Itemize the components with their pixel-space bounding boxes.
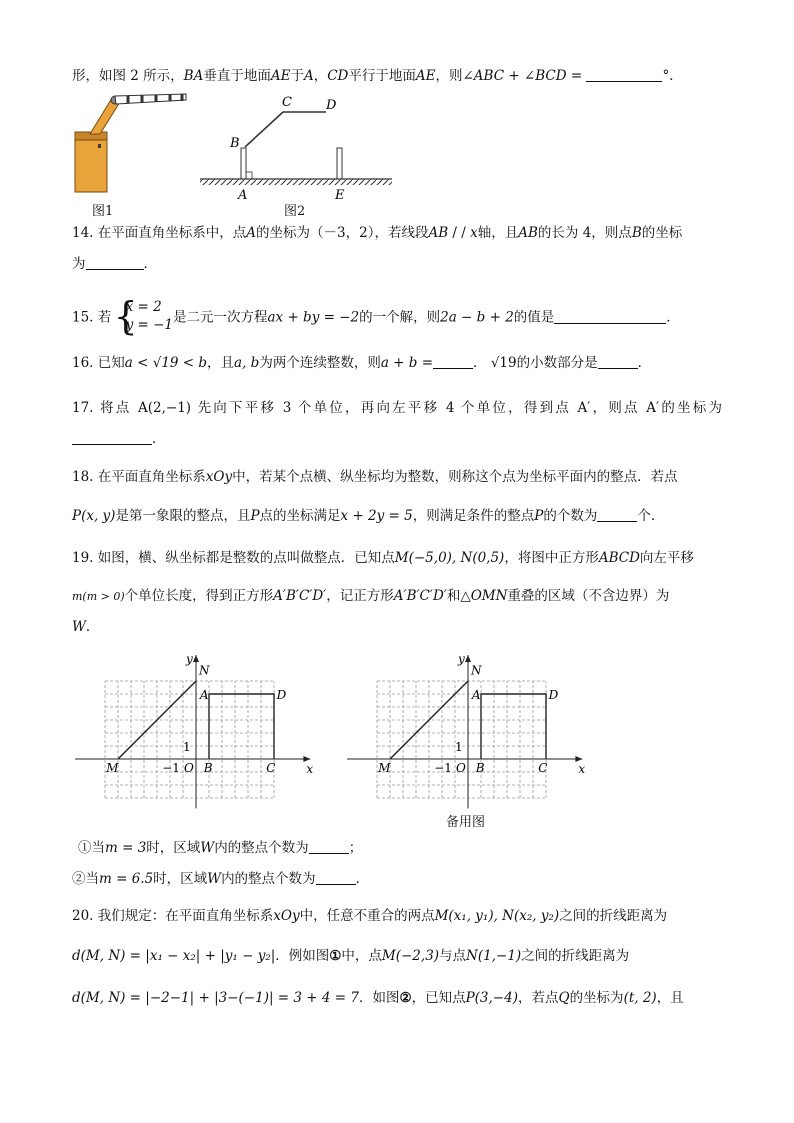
q20-qc: (t, 2) xyxy=(623,990,657,1006)
q20-text: ，若点 xyxy=(517,990,559,1006)
point-b-label: B xyxy=(203,761,213,775)
q20-example: d(M, N) = |−2−1| + |3−(−1)| = 3 + 4 = 7 xyxy=(72,990,359,1006)
q14-text: 的长为 4，则点 xyxy=(537,225,632,241)
fig2-diagram xyxy=(196,90,406,205)
q16-sqrt: √19 xyxy=(490,355,517,371)
q15-answer-blank[interactable] xyxy=(554,309,666,324)
q19-abcd-prime: A′B′C′D′ xyxy=(273,588,327,604)
q19-sub-text: ②当 xyxy=(72,871,99,887)
q19-sub-text: 内的整点个数为 xyxy=(214,840,309,856)
q19-sub-m: m = 6.5 xyxy=(99,871,154,887)
q14-text: 轴，且 xyxy=(477,225,519,241)
q13-comma: ， xyxy=(313,68,328,84)
q13-ae: AE xyxy=(270,68,291,84)
q20-text: 中，任意不重合的两点 xyxy=(299,908,435,924)
q15-expr: 2a − b + 2 xyxy=(440,309,514,326)
q16-answer-blank-2[interactable] xyxy=(598,354,638,369)
q16-text: 为两个连续整数，则 xyxy=(259,355,381,371)
q14-x: x xyxy=(470,225,478,241)
q17-line1 xyxy=(72,398,722,418)
q19-w: W xyxy=(72,619,86,635)
q20-xoy: xOy xyxy=(273,908,300,924)
q15-text: 是二元一次方程 xyxy=(173,309,268,326)
q19-text: 个单位长度，得到正方形 xyxy=(124,588,274,604)
q17-text: 将点 A(2,−1) 先向下平移 3 个单位，再向左平移 4 个单位，得到点 A′，则点 A′的坐标为 xyxy=(100,400,723,416)
barrier-gate-figure xyxy=(68,88,188,198)
point-d-label: D xyxy=(548,688,559,702)
q13-deg: °． xyxy=(662,68,683,84)
square-abcd xyxy=(209,694,274,759)
q20-text: 中，点 xyxy=(341,948,382,964)
q15-text: 的值是 xyxy=(513,309,555,326)
q19-text: 如图，横、纵坐标都是整数的点叫做整点．已知点 xyxy=(97,550,395,566)
q20-formula: d(M, N) = |x₁ − x₂| + |y₁ − y₂| xyxy=(72,948,276,964)
q19-abcd-prime: A′B′C′D′ xyxy=(393,588,447,604)
q20-text: 之间的折线距离为 xyxy=(521,948,630,964)
q19-graph-main xyxy=(72,642,322,812)
point-a-label: A xyxy=(471,688,481,702)
q20-text: ．例如图 xyxy=(275,948,330,964)
q20-text: ．如图 xyxy=(358,990,400,1006)
q14-number: 14. xyxy=(72,225,94,241)
q19-text: ，记正方形 xyxy=(326,588,394,604)
q13-plus: + ∠ xyxy=(504,68,536,84)
q20-text: 的坐标为 xyxy=(569,990,624,1006)
q14-line1 xyxy=(72,223,682,243)
point-b-label: B xyxy=(475,761,485,775)
q15-eq2: y = −1 xyxy=(125,317,173,333)
q19-sub1 xyxy=(78,838,362,858)
q17-answer-blank[interactable] xyxy=(72,430,152,445)
post-ba xyxy=(241,148,246,179)
barrier-box xyxy=(75,132,107,192)
q18-number: 18. xyxy=(72,469,94,485)
q18-text: 中，若某个点横、纵坐标均为整数，则称这个点为坐标平面内的整点．若点 xyxy=(232,469,678,485)
q15-text: ． xyxy=(666,309,680,326)
barrier-lock xyxy=(98,144,101,148)
point-b-label: B xyxy=(230,136,240,151)
q14-line2 xyxy=(72,254,157,274)
origin-label: O xyxy=(184,761,194,775)
q19-text: 重叠的区域（不含边界）为 xyxy=(507,588,670,604)
q16-line xyxy=(72,353,651,373)
q19-sub-text: ． xyxy=(355,871,370,887)
q20-fig2-ref: ② xyxy=(399,990,412,1006)
q15-text: 若 xyxy=(97,309,112,326)
q19-sub-text: ①当 xyxy=(78,840,105,856)
q19-text: ，将图中正方形 xyxy=(504,550,599,566)
q13-ae2: AE xyxy=(415,68,436,84)
q15-number: 15. xyxy=(72,309,94,326)
q20-points: M(x₁, y₁), N(x₂, y₂) xyxy=(434,908,560,924)
q13-at: 于 xyxy=(290,68,304,84)
q18-text: 点的坐标满足 xyxy=(259,508,341,524)
q20-n: N(1,−1) xyxy=(466,948,522,964)
point-m-label: M xyxy=(378,761,391,775)
point-a-label: A xyxy=(238,188,248,203)
q20-text: ，已知点 xyxy=(411,990,466,1006)
q20-m: M(−2,3) xyxy=(381,948,440,964)
tick-1-label: 1 xyxy=(183,740,191,754)
q16-ineq: a < √19 < b xyxy=(124,355,208,371)
q19-sub-text: 内的整点个数为 xyxy=(221,871,316,887)
q14-b: B xyxy=(631,225,642,241)
q17-text: ． xyxy=(152,431,166,447)
tick-neg1-label: −1 xyxy=(162,761,180,775)
q16-text: ． xyxy=(637,355,652,371)
q15-line xyxy=(72,300,680,336)
tick-1-label: 1 xyxy=(455,740,463,754)
q14-text: ． xyxy=(143,256,157,272)
q19-abcd: ABCD xyxy=(598,550,640,566)
q19-text: 和 xyxy=(446,588,461,604)
q19-graph-backup xyxy=(344,642,594,812)
q19-sub2-answer-blank[interactable] xyxy=(316,870,356,885)
q19-sub-w: W xyxy=(207,871,222,887)
q15-equation: ax + by = −2 xyxy=(267,309,360,326)
q19-line1 xyxy=(72,548,694,568)
q18-text: ，则满足条件的整点 xyxy=(412,508,535,524)
q16-number: 16. xyxy=(72,355,94,371)
q13-cd: CD xyxy=(327,68,349,84)
q13-parallel: 平行于地面 xyxy=(348,68,416,84)
q19-sub-text: ； xyxy=(348,840,363,856)
q20-line3 xyxy=(72,988,684,1008)
q14-ab: AB xyxy=(518,225,538,241)
q20-q: Q xyxy=(558,990,570,1006)
point-m-label: M xyxy=(106,761,119,775)
q19-line3 xyxy=(72,617,99,637)
square-abcd xyxy=(481,694,546,759)
q13-a: A xyxy=(303,68,314,84)
q14-text: 为 xyxy=(72,256,86,272)
y-axis-label: y xyxy=(458,652,465,666)
point-c-label: C xyxy=(538,761,548,775)
q20-text: 之间的折线距离为 xyxy=(559,908,668,924)
q19-sub1-answer-blank[interactable] xyxy=(309,839,349,854)
q19-sub-text: 时，区域 xyxy=(146,840,201,856)
q13-perp: 垂直于地面 xyxy=(203,68,271,84)
point-d-label: D xyxy=(276,688,287,702)
q20-text: ，且 xyxy=(656,990,684,1006)
q20-text: 我们规定：在平面直角坐标系 xyxy=(97,908,274,924)
q16-text: 已知 xyxy=(97,355,125,371)
q14-text: 的坐标为（－3，2），若线段 xyxy=(256,225,429,241)
point-n-label: N xyxy=(199,663,210,678)
q18-text: 的个数为 xyxy=(543,508,598,524)
q13-eq: = xyxy=(566,68,587,84)
q20-p: P(3,−4) xyxy=(465,990,518,1006)
ground-hatch xyxy=(200,179,392,185)
point-c-label: C xyxy=(266,761,276,775)
backup-figure-caption: 备用图 xyxy=(446,815,486,830)
q18-xoy: xOy xyxy=(205,469,233,485)
q13-then: ，则∠ xyxy=(435,68,474,84)
q16-text: ，且 xyxy=(207,355,235,371)
post-e xyxy=(337,148,342,179)
q18-text: 在平面直角坐标系 xyxy=(97,469,206,485)
q13-prefix: 形，如图 2 所示， xyxy=(72,68,184,84)
x-axis-label: x xyxy=(578,762,586,776)
q18-line2 xyxy=(72,506,664,526)
right-angle-mark xyxy=(246,172,252,179)
q16-text: ． xyxy=(473,355,487,371)
y-axis-arrow xyxy=(193,655,199,662)
q14-text: 的坐标 xyxy=(641,225,683,241)
point-c-label: C xyxy=(282,95,292,110)
q19-m: m(m > 0) xyxy=(72,590,125,603)
q18-text: 是第一象限的整点，且 xyxy=(115,508,251,524)
fig2-caption: 图2 xyxy=(284,204,306,219)
barrier-arm-upper xyxy=(115,94,186,104)
q19-mn: M(−5,0), N(0,5) xyxy=(394,550,505,566)
q13-abc: ABC xyxy=(473,68,505,84)
q14-parallel: / / xyxy=(448,225,471,241)
q20-fig1-ref: ① xyxy=(329,948,342,964)
y-axis-arrow xyxy=(465,655,471,662)
q15-system xyxy=(116,298,173,334)
q20-number: 20. xyxy=(72,908,94,924)
point-e-label: E xyxy=(335,188,345,203)
q15-text: 的一个解，则 xyxy=(359,309,441,326)
q15-eq1: { x = 2 xyxy=(125,299,162,315)
q13-bcd: BCD xyxy=(535,68,567,84)
q19-line2 xyxy=(72,586,669,607)
point-d-label: D xyxy=(326,98,337,113)
q18-equation: x + 2y = 5 xyxy=(340,508,413,524)
tick-neg1-label: −1 xyxy=(434,761,452,775)
q17-number: 17. xyxy=(72,400,94,416)
q16-text: 的小数部分是 xyxy=(516,355,598,371)
q16-sum: a + b = xyxy=(380,355,434,371)
fig1-caption: 图1 xyxy=(92,204,114,219)
q20-line1 xyxy=(72,906,667,926)
y-axis-label: y xyxy=(186,652,193,666)
q19-sub-m: m = 3 xyxy=(105,840,147,856)
q18-p: P xyxy=(250,508,260,524)
q18-line1 xyxy=(72,467,678,487)
q19-sub2 xyxy=(72,869,369,889)
q14-text: 在平面直角坐标系中，点 xyxy=(97,225,247,241)
q16-answer-blank-1[interactable] xyxy=(433,354,473,369)
point-n-label: N xyxy=(471,663,482,678)
q14-ab: AB xyxy=(428,225,449,241)
q14-answer-blank[interactable] xyxy=(86,255,144,270)
q14-a: A xyxy=(246,225,257,241)
q20-text: 与点 xyxy=(439,948,467,964)
q17-line2 xyxy=(72,429,166,449)
q13-ba: BA xyxy=(183,68,204,84)
point-a-label: A xyxy=(199,688,209,702)
q19-text: 向左平移 xyxy=(639,550,694,566)
q16-ab: a, b xyxy=(234,355,260,371)
q13-answer-blank[interactable] xyxy=(586,67,662,82)
q18-answer-blank[interactable] xyxy=(597,507,637,522)
origin-label: O xyxy=(456,761,466,775)
q18-p: P xyxy=(534,508,544,524)
q19-omn: △OMN xyxy=(460,588,508,604)
q18-point: P(x, y) xyxy=(72,508,116,524)
q19-sub-text: 时，区域 xyxy=(153,871,208,887)
segment-bc xyxy=(245,112,283,147)
q13-line xyxy=(72,66,683,86)
q19-text: ． xyxy=(85,619,100,635)
q19-number: 19. xyxy=(72,550,94,566)
q19-sub-w: W xyxy=(200,840,215,856)
x-axis-label: x xyxy=(306,762,314,776)
q18-text: 个． xyxy=(637,508,665,524)
q20-line2 xyxy=(72,946,629,966)
